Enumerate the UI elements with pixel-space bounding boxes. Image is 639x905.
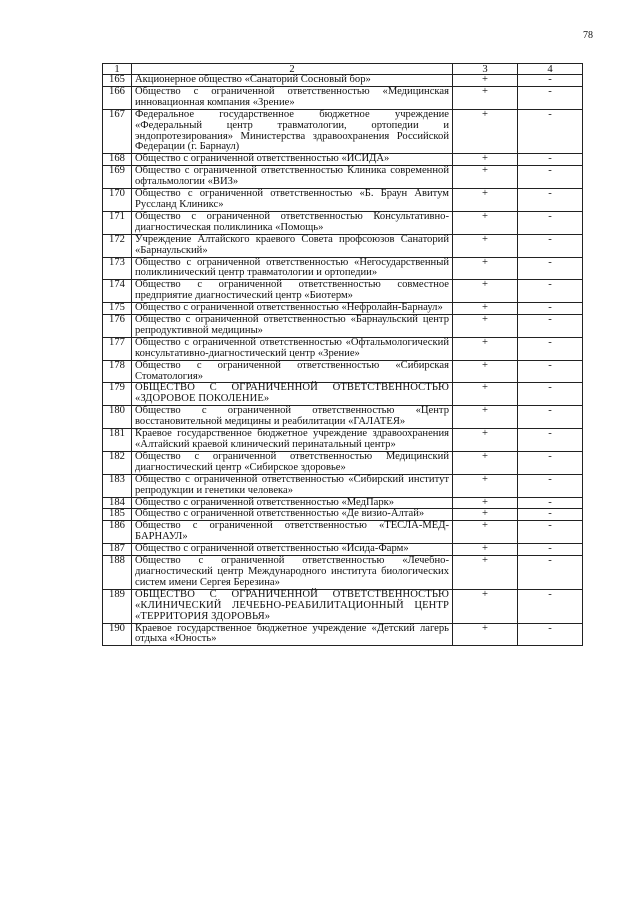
row-number: 183	[103, 474, 132, 497]
table-row	[103, 154, 583, 166]
organizations-table	[102, 63, 583, 646]
table-row	[103, 509, 583, 521]
row-number: 189	[103, 589, 132, 623]
organization-name: Общество с ограниченной ответственностью «ИСИДА»	[132, 154, 453, 166]
organization-name: Общество с ограниченной ответственностью «Барнаульский центр репродуктивной медицины»	[132, 315, 453, 338]
organization-name: Общество с ограниченной ответственностью Медицинский диагностический центр «Сибирское здоровье»	[132, 451, 453, 474]
column-4-mark: -	[518, 360, 583, 383]
organization-name: Общество с ограниченной ответственностью «Сибирская Стоматология»	[132, 360, 453, 383]
column-4-mark: -	[518, 337, 583, 360]
organization-name: Общество с ограниченной ответственностью «ТЕСЛА-МЕД-БАРНАУЛ»	[132, 521, 453, 544]
column-4-mark: -	[518, 474, 583, 497]
table-row	[103, 315, 583, 338]
column-4-mark: -	[518, 315, 583, 338]
table-row	[103, 189, 583, 212]
table-row	[103, 211, 583, 234]
column-3-mark: +	[453, 623, 518, 646]
row-number: 184	[103, 497, 132, 509]
column-3-mark: +	[453, 154, 518, 166]
column-4-mark: -	[518, 451, 583, 474]
organization-name: Общество с ограниченной ответственностью «Центр восстановительной медицины и реабилитации «ГАЛАТЕЯ»	[132, 406, 453, 429]
table-row	[103, 406, 583, 429]
column-4-mark: -	[518, 521, 583, 544]
table-row	[103, 451, 583, 474]
column-3-mark: +	[453, 166, 518, 189]
table-row	[103, 360, 583, 383]
column-4-mark: -	[518, 211, 583, 234]
column-3-mark: +	[453, 280, 518, 303]
row-number: 182	[103, 451, 132, 474]
organization-name: ОБЩЕСТВО С ОГРАНИЧЕННОЙ ОТВЕТСТВЕННОСТЬЮ «КЛИНИЧЕСКИЙ ЛЕЧЕБНО-РЕАБИЛИТАЦИОННЫЙ ЦЕНТР «ТЕРРИТОРИЯ ЗДОРОВЬЯ»	[132, 589, 453, 623]
row-number: 177	[103, 337, 132, 360]
column-4-mark: -	[518, 406, 583, 429]
table-row	[103, 337, 583, 360]
page-number: 78	[583, 30, 593, 41]
column-3-mark: +	[453, 474, 518, 497]
column-3-mark: +	[453, 257, 518, 280]
table-row	[103, 474, 583, 497]
column-header-4: 4	[518, 64, 583, 75]
organization-name: Общество с ограниченной ответственностью «Лечебно-диагностический центр Международного института биологических систем имени Сергея Березина»	[132, 556, 453, 590]
organization-name: Общество с ограниченной ответственностью «Нефролайн-Барнаул»	[132, 303, 453, 315]
column-3-mark: +	[453, 303, 518, 315]
table-row	[103, 497, 583, 509]
organization-name: Общество с ограниченной ответственностью «МедПарк»	[132, 497, 453, 509]
column-3-mark: +	[453, 429, 518, 452]
column-3-mark: +	[453, 86, 518, 109]
organization-name: Акционерное общество «Санаторий Сосновый бор»	[132, 75, 453, 87]
column-3-mark: +	[453, 360, 518, 383]
table-row	[103, 109, 583, 154]
organization-name: Федеральное государственное бюджетное учреждение «Федеральный центр травматологии, ортопедии и эндопротезирования» Министерства здравоохранения Российской Федерации (г. Барнаул)	[132, 109, 453, 154]
row-number: 188	[103, 556, 132, 590]
table-row	[103, 257, 583, 280]
organization-name: Общество с ограниченной ответственностью «Б. Браун Авитум Руссланд Клиникс»	[132, 189, 453, 212]
table-row	[103, 544, 583, 556]
row-number: 179	[103, 383, 132, 406]
row-number: 170	[103, 189, 132, 212]
column-4-mark: -	[518, 280, 583, 303]
organization-name: Учреждение Алтайского краевого Совета профсоюзов Санаторий «Барнаульский»	[132, 234, 453, 257]
organization-name: Общество с ограниченной ответственностью Клиника современной офтальмологии «ВИЗ»	[132, 166, 453, 189]
column-3-mark: +	[453, 109, 518, 154]
row-number: 174	[103, 280, 132, 303]
column-3-mark: +	[453, 337, 518, 360]
organization-name: Общество с ограниченной ответственностью «Офтальмологический консультативно-диагностический центр «Зрение»	[132, 337, 453, 360]
table-row	[103, 234, 583, 257]
column-4-mark: -	[518, 556, 583, 590]
column-4-mark: -	[518, 75, 583, 87]
row-number: 165	[103, 75, 132, 87]
column-3-mark: +	[453, 521, 518, 544]
row-number: 169	[103, 166, 132, 189]
column-header-1: 1	[103, 64, 132, 75]
column-4-mark: -	[518, 189, 583, 212]
organization-name: Краевое государственное бюджетное учреждение здравоохранения «Алтайский краевой клинический перинатальный центр»	[132, 429, 453, 452]
row-number: 187	[103, 544, 132, 556]
row-number: 166	[103, 86, 132, 109]
column-4-mark: -	[518, 544, 583, 556]
column-4-mark: -	[518, 589, 583, 623]
table-row	[103, 75, 583, 87]
column-4-mark: -	[518, 166, 583, 189]
row-number: 175	[103, 303, 132, 315]
column-4-mark: -	[518, 86, 583, 109]
column-4-mark: -	[518, 623, 583, 646]
column-3-mark: +	[453, 509, 518, 521]
organization-name: Краевое государственное бюджетное учреждение «Детский лагерь отдыха «Юность»	[132, 623, 453, 646]
column-4-mark: -	[518, 109, 583, 154]
table-row	[103, 521, 583, 544]
column-4-mark: -	[518, 383, 583, 406]
column-3-mark: +	[453, 451, 518, 474]
row-number: 190	[103, 623, 132, 646]
column-3-mark: +	[453, 211, 518, 234]
column-3-mark: +	[453, 234, 518, 257]
organization-name: Общество с ограниченной ответственностью «Негосударственный поликлинический центр травматологии и ортопедии»	[132, 257, 453, 280]
row-number: 176	[103, 315, 132, 338]
table-body	[103, 75, 583, 646]
column-3-mark: +	[453, 556, 518, 590]
row-number: 181	[103, 429, 132, 452]
table-header-row	[103, 64, 583, 75]
table-row	[103, 589, 583, 623]
row-number: 186	[103, 521, 132, 544]
column-4-mark: -	[518, 234, 583, 257]
column-3-mark: +	[453, 189, 518, 212]
organization-name: Общество с ограниченной ответственностью «Медицинская инновационная компания «Зрение»	[132, 86, 453, 109]
row-number: 167	[103, 109, 132, 154]
table-row	[103, 280, 583, 303]
column-3-mark: +	[453, 497, 518, 509]
column-3-mark: +	[453, 75, 518, 87]
table-row	[103, 86, 583, 109]
row-number: 178	[103, 360, 132, 383]
table-row	[103, 623, 583, 646]
organization-name: ОБЩЕСТВО С ОГРАНИЧЕННОЙ ОТВЕТСТВЕННОСТЬЮ «ЗДОРОВОЕ ПОКОЛЕНИЕ»	[132, 383, 453, 406]
row-number: 185	[103, 509, 132, 521]
column-4-mark: -	[518, 429, 583, 452]
column-3-mark: +	[453, 315, 518, 338]
column-3-mark: +	[453, 406, 518, 429]
column-3-mark: +	[453, 589, 518, 623]
column-header-3: 3	[453, 64, 518, 75]
table-row	[103, 429, 583, 452]
column-3-mark: +	[453, 383, 518, 406]
row-number: 180	[103, 406, 132, 429]
row-number: 173	[103, 257, 132, 280]
table-row	[103, 166, 583, 189]
column-header-2: 2	[132, 64, 453, 75]
row-number: 168	[103, 154, 132, 166]
table-row	[103, 303, 583, 315]
table-row	[103, 383, 583, 406]
column-4-mark: -	[518, 497, 583, 509]
row-number: 171	[103, 211, 132, 234]
organization-name: Общество с ограниченной ответственностью «Де визио-Алтай»	[132, 509, 453, 521]
organization-name: Общество с ограниченной ответственностью совместное предприятие диагностический центр «Биотерм»	[132, 280, 453, 303]
column-4-mark: -	[518, 154, 583, 166]
organization-name: Общество с ограниченной ответственностью Консультативно-диагностическая поликлиника «Помощь»	[132, 211, 453, 234]
column-4-mark: -	[518, 509, 583, 521]
organization-name: Общество с ограниченной ответственностью «Сибирский институт репродукции и генетики человека»	[132, 474, 453, 497]
row-number: 172	[103, 234, 132, 257]
column-3-mark: +	[453, 544, 518, 556]
column-4-mark: -	[518, 257, 583, 280]
organization-name: Общество с ограниченной ответственностью «Исида-Фарм»	[132, 544, 453, 556]
table-row	[103, 556, 583, 590]
column-4-mark: -	[518, 303, 583, 315]
